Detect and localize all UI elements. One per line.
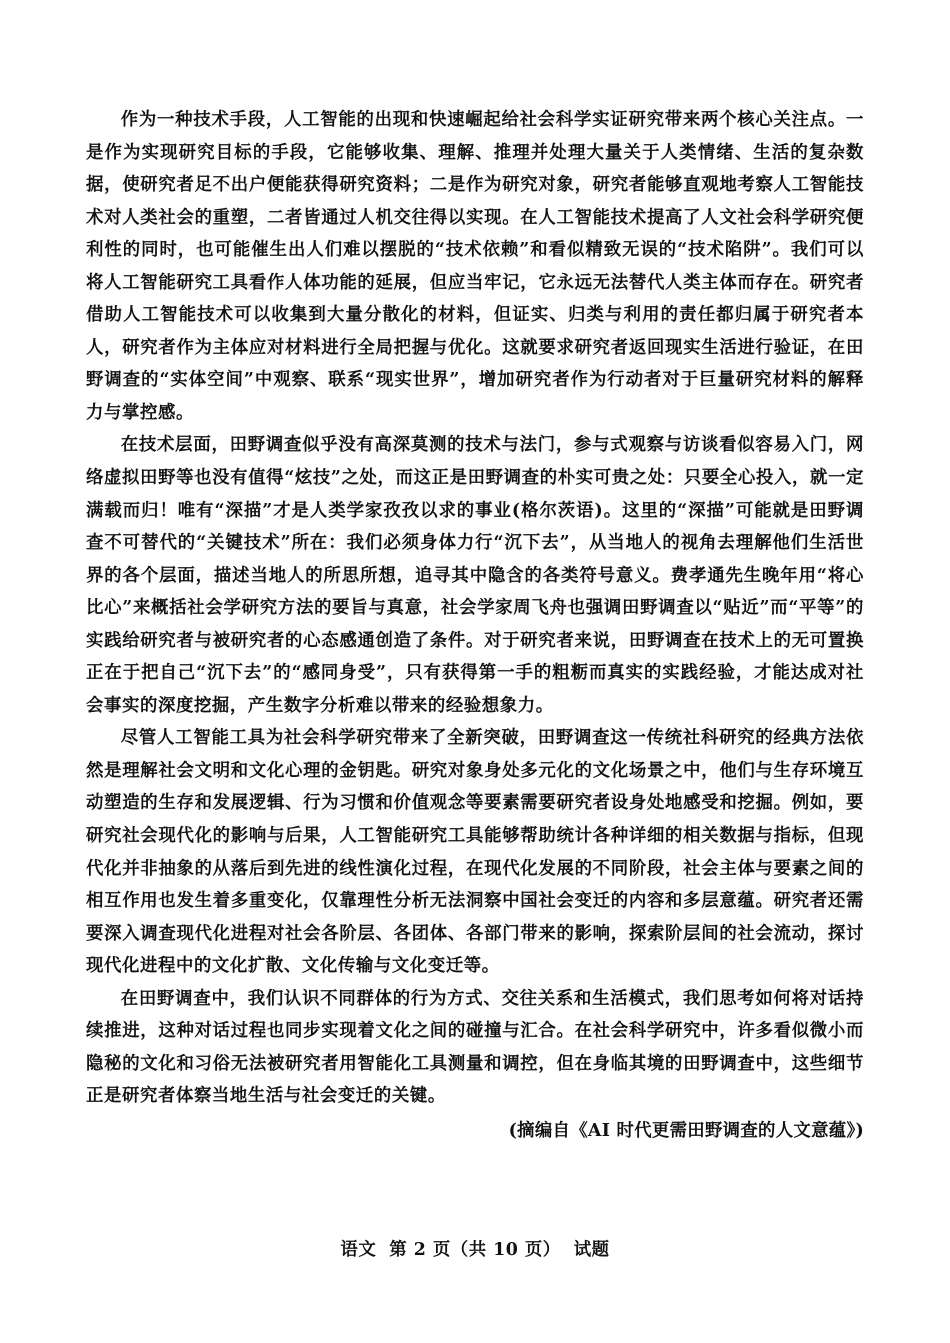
paragraph-3: 尽管人工智能工具为社会科学研究带来了全新突破，田野调查这一传统社科研究的经典方法依然是理解社会文明和文化心理的金钥匙。研究对象身处多元化的文化场景之中，他们与生存环境互动塑造的生存和发展逻辑、行为习惯和价值观念等要素需要研究者设身处地感受和挖掘。例如，要研究社会现代化的影响与后果，人工智能研究工具能够帮助统计各种详细的相关数据与指标，但现代化并非抽象的从落后到先进的线性演化过程，在现代化发展的不同阶段，社会主体与要素之间的相互作用也发生着多重变化，仅靠理性分析无法洞察中国社会变迁的内容和多层意蕴。研究者还需要深入调查现代化进程对社会各阶层、各团体、各部门带来的影响，探索阶层间的社会流动，探讨现代化进程中的文化扩散、文化传输与文化变迁等。 bbox=[86, 728, 864, 977]
paragraph-1: 作为一种技术手段，人工智能的出现和快速崛起给社会科学实证研究带来两个核心关注点。一是作为实现研究目标的手段，它能够收集、理解、推理并处理大量关于人类情绪、生活的复杂数据，使研究者足不出户便能获得研究资料；二是作为研究对象，研究者能够直观地考察人工智能技术对人类社会的重塑，二者皆通过人机交往得以实现。在人工智能技术提高了人文社会科学研究便利性的同时，也可能催生出人们难以摆脱的“技术依赖”和看似精致无误的“技术陷阱”。我们可以将人工智能研究工具看作人体功能的延展，但应当牢记，它永远无法替代人类主体而存在。研究者借助人工智能技术可以收集到大量分散化的材料，但证实、归类与利用的责任都归属于研究者本人，研究者作为主体应对材料进行全局把握与优化。这就要求研究者返回现实生活进行验证，在田野调查的“实体空间”中观察、联系“现实世界”，增加研究者作为行动者对于巨量研究材料的解释力与掌控感。 bbox=[86, 110, 864, 423]
paragraph-2: 在技术层面，田野调查似乎没有高深莫测的技术与法门，参与式观察与访谈看似容易入门，网络虚拟田野等也没有值得“炫技”之处，而这正是田野调查的朴实可贵之处：只要全心投入，就一定满载而归！唯有“深描”才是人类学家孜孜以求的事业(格尔茨语)。这里的“深描”可能就是田野调查不可替代的“关键技术”所在：我们必须身体力行“沉下去”，从当地人的视角去理解他们生活世界的各个层面，描述当地人的所思所想，追寻其中隐含的各类符号意义。费孝通先生晚年用“将心比心”来概括社会学研究方法的要旨与真意，社会学家周飞舟也强调田野调查以“贴近”而“平等”的实践给研究者与被研究者的心态感通创造了条件。对于研究者来说，田野调查在技术上的无可置换正在于把自己“沉下去”的“感同身受”，只有获得第一手的粗粝而真实的实践经验，才能达成对社会事实的深度挖掘，产生数字分析难以带来的经验想象力。 bbox=[86, 435, 864, 716]
source-citation: (摘编自《AI 时代更需田野调查的人文意蕴》) bbox=[508, 1120, 864, 1141]
page-footer: 语文 第 2 页（共 10 页） 试题 bbox=[340, 1240, 610, 1260]
paragraph-4: 在田野调查中，我们认识不同群体的行为方式、交往关系和生活模式，我们思考如何将对话持续推进，这种对话过程也同步实现着文化之间的碰撞与汇合。在社会科学研究中，许多看似微小而隐秘的文化和习俗无法被研究者用智能化工具测量和调控，但在身临其境的田野调查中，这些细节正是研究者体察当地生活与社会变迁的关键。 bbox=[86, 988, 864, 1107]
reading-passage bbox=[86, 104, 864, 1148]
